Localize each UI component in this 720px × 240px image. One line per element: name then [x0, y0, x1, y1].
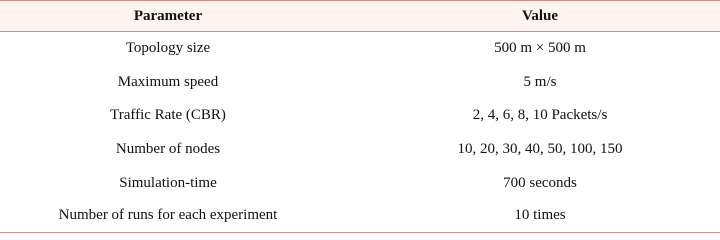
value-cell: 10, 20, 30, 40, 50, 100, 150	[457, 141, 623, 158]
table-row	[0, 166, 720, 200]
table-row	[0, 32, 720, 66]
parameter-cell: Number of runs for each experiment	[0, 200, 348, 233]
parameter-cell: Maximum speed	[117, 73, 219, 90]
table-row	[0, 66, 720, 100]
value-cell: 5 m/s	[523, 73, 557, 90]
value-cell: 2, 4, 6, 8, 10 Packets/s	[472, 107, 608, 124]
header-parameter: Parameter	[0, 1, 348, 32]
header-value: Value	[348, 1, 720, 32]
parameter-cell: Topology size	[125, 40, 211, 57]
parameter-cell: Number of nodes	[115, 141, 221, 158]
table-row	[0, 99, 720, 133]
table-header	[0, 1, 720, 32]
table-row	[0, 200, 720, 233]
header-row	[0, 1, 720, 32]
table-row	[0, 133, 720, 167]
table-body	[0, 32, 720, 233]
value-cell: 10 times	[348, 200, 720, 233]
value-cell: 700 seconds	[503, 174, 577, 191]
parameter-cell: Simulation-time	[119, 174, 217, 191]
parameter-cell: Traffic Rate (CBR)	[110, 107, 226, 124]
value-cell: 500 m × 500 m	[494, 40, 586, 57]
